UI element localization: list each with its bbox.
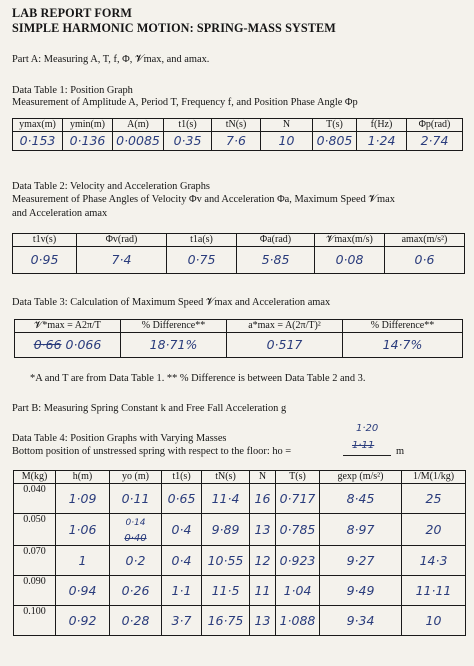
cell-inverse-mass: 25 xyxy=(402,484,466,514)
data-table-2 xyxy=(12,233,465,274)
cell-n: 10 xyxy=(261,132,313,151)
data-table-4 xyxy=(13,470,466,636)
header-period: T(s) xyxy=(313,119,357,132)
struck-value: 0·40 xyxy=(124,533,147,544)
cell-period: 0·785 xyxy=(276,514,320,546)
cell-y0 xyxy=(110,514,162,546)
header-y0: yo (m) xyxy=(110,471,162,484)
table2-subtitle: Measurement of Phase Angles of Velocity Φv and Acceleration Φa, Maximum Speed 𝓥max xyxy=(12,194,395,205)
table1-subtitle: Measurement of Amplitude A, Period T, Frequency f, and Position Phase Angle Φp xyxy=(12,97,358,108)
cell-percent-diff-v: 18·71% xyxy=(121,333,227,358)
cell-amplitude: 0·0085 xyxy=(113,132,164,151)
table2-subtitle-2: and Acceleration amax xyxy=(12,208,108,219)
cell-t1: 0·4 xyxy=(162,514,202,546)
header-mass: M(kg) xyxy=(14,471,56,484)
header-phase-a: Φa(rad) xyxy=(237,234,315,247)
cell-amax-calc: 0·517 xyxy=(227,333,343,358)
header-percent-diff-v: % Difference** xyxy=(121,320,227,333)
cell-inverse-mass: 11·11 xyxy=(402,576,466,606)
cell-t1: 0·35 xyxy=(164,132,212,151)
header-percent-diff-a: % Difference** xyxy=(343,320,463,333)
header-t1a: t1a(s) xyxy=(167,234,237,247)
header-period: T(s) xyxy=(276,471,320,484)
cell-amax: 0·6 xyxy=(385,247,465,274)
cell-period: 0·923 xyxy=(276,546,320,576)
cell-tn: 7·6 xyxy=(212,132,261,151)
cell-tn: 16·75 xyxy=(202,606,250,636)
cell-mass: 0.090 xyxy=(14,576,56,606)
part-a-heading: Part A: Measuring A, T, f, Φ, 𝓥max, and amax. xyxy=(12,54,210,65)
cell-phase-v: 7·4 xyxy=(77,247,167,274)
cell-y0: 0·11 xyxy=(110,484,162,514)
cell-ymin: 0·136 xyxy=(63,132,113,151)
cell-h: 1 xyxy=(56,546,110,576)
cell-period: 1·04 xyxy=(276,576,320,606)
table2-title: Data Table 2: Velocity and Acceleration Graphs xyxy=(12,181,210,192)
cell-gexp: 8·45 xyxy=(320,484,402,514)
cell-h: 1·09 xyxy=(56,484,110,514)
header-ymax: ymax(m) xyxy=(13,119,63,132)
cell-tn: 11·5 xyxy=(202,576,250,606)
table3-note: *A and T are from Data Table 1. ** % Difference is between Data Table 2 and 3. xyxy=(30,373,366,384)
vmax-calc-value: 0·066 xyxy=(65,337,102,352)
cell-mass: 0.050 xyxy=(14,514,56,546)
h0-unit: m xyxy=(396,446,405,457)
header-amplitude: A(m) xyxy=(113,119,164,132)
table3-title: Data Table 3: Calculation of Maximum Speed 𝓥max and Acceleration amax xyxy=(12,297,331,308)
header-t1: t1(s) xyxy=(162,471,202,484)
table4-subtitle: Bottom position of unstressed spring with respect to the floor: ho = xyxy=(12,446,292,457)
cell-inverse-mass: 20 xyxy=(402,514,466,546)
cell-percent-diff-a: 14·7% xyxy=(343,333,463,358)
cell-frequency: 1·24 xyxy=(357,132,407,151)
data-table-3 xyxy=(14,319,463,358)
cell-n: 13 xyxy=(250,606,276,636)
table-row xyxy=(14,514,466,546)
cell-n: 13 xyxy=(250,514,276,546)
cell-period: 0·805 xyxy=(313,132,357,151)
header-phase-v: Φv(rad) xyxy=(77,234,167,247)
header-n: N xyxy=(261,119,313,132)
cell-period: 1·088 xyxy=(276,606,320,636)
report-title: LAB REPORT FORM xyxy=(12,6,133,20)
cell-t1v: 0·95 xyxy=(13,247,77,274)
cell-h: 0·94 xyxy=(56,576,110,606)
header-tn: tN(s) xyxy=(202,471,250,484)
cell-y0: 0·26 xyxy=(110,576,162,606)
cell-gexp: 9·27 xyxy=(320,546,402,576)
table-row xyxy=(14,606,466,636)
cell-n: 16 xyxy=(250,484,276,514)
cell-t1: 1·1 xyxy=(162,576,202,606)
table-row xyxy=(14,576,466,606)
cell-phase-a: 5·85 xyxy=(237,247,315,274)
cell-t1: 0·65 xyxy=(162,484,202,514)
cell-t1a: 0·75 xyxy=(167,247,237,274)
cell-vmax: 0·08 xyxy=(315,247,385,274)
table-row xyxy=(14,546,466,576)
y0-correction: 0·14 xyxy=(125,518,146,528)
header-vmax-calc: 𝓥*max = A2π/T xyxy=(15,320,121,333)
h0-value: 1·20 xyxy=(356,423,379,434)
part-b-heading: Part B: Measuring Spring Constant k and Free Fall Acceleration g xyxy=(12,403,287,414)
cell-mass: 0.040 xyxy=(14,484,56,514)
cell-tn: 10·55 xyxy=(202,546,250,576)
cell-mass: 0.100 xyxy=(14,606,56,636)
table4-title: Data Table 4: Position Graphs with Varying Masses xyxy=(12,433,227,444)
cell-h: 1·06 xyxy=(56,514,110,546)
cell-phase-p: 2·74 xyxy=(407,132,463,151)
cell-gexp: 8·97 xyxy=(320,514,402,546)
cell-tn: 11·4 xyxy=(202,484,250,514)
table-row xyxy=(15,333,463,358)
cell-n: 11 xyxy=(250,576,276,606)
header-n: N xyxy=(250,471,276,484)
cell-gexp: 9·34 xyxy=(320,606,402,636)
cell-period: 0·717 xyxy=(276,484,320,514)
header-vmax: 𝓥max(m/s) xyxy=(315,234,385,247)
header-ymin: ymin(m) xyxy=(63,119,113,132)
header-amax: amax(m/s²) xyxy=(385,234,465,247)
cell-ymax: 0·153 xyxy=(13,132,63,151)
cell-vmax-calc xyxy=(15,333,121,358)
report-subtitle: SIMPLE HARMONIC MOTION: SPRING-MASS SYSTEM xyxy=(12,21,336,35)
header-h: h(m) xyxy=(56,471,110,484)
header-t1v: t1v(s) xyxy=(13,234,77,247)
cell-gexp: 9·49 xyxy=(320,576,402,606)
cell-t1: 0·4 xyxy=(162,546,202,576)
header-tn: tN(s) xyxy=(212,119,261,132)
header-frequency: f(Hz) xyxy=(357,119,407,132)
table-row xyxy=(13,132,463,151)
header-phase-p: Φp(rad) xyxy=(407,119,463,132)
h0-underline xyxy=(343,455,391,456)
cell-inverse-mass: 14·3 xyxy=(402,546,466,576)
cell-tn: 9·89 xyxy=(202,514,250,546)
header-t1: t1(s) xyxy=(164,119,212,132)
cell-t1: 3·7 xyxy=(162,606,202,636)
data-table-1 xyxy=(12,118,463,151)
table-row xyxy=(13,247,465,274)
cell-mass: 0.070 xyxy=(14,546,56,576)
cell-y0: 0·2 xyxy=(110,546,162,576)
cell-n: 12 xyxy=(250,546,276,576)
cell-h: 0·92 xyxy=(56,606,110,636)
h0-struck-value: 1·11 xyxy=(352,440,375,451)
cell-inverse-mass: 10 xyxy=(402,606,466,636)
table1-title: Data Table 1: Position Graph xyxy=(12,85,133,96)
cell-y0: 0·28 xyxy=(110,606,162,636)
header-inverse-mass: 1/M(1/kg) xyxy=(402,471,466,484)
header-gexp: gexp (m/s²) xyxy=(320,471,402,484)
header-amax-calc: a*max = A(2π/T)² xyxy=(227,320,343,333)
table-row xyxy=(14,484,466,514)
struck-value: 0·66 xyxy=(33,337,62,352)
